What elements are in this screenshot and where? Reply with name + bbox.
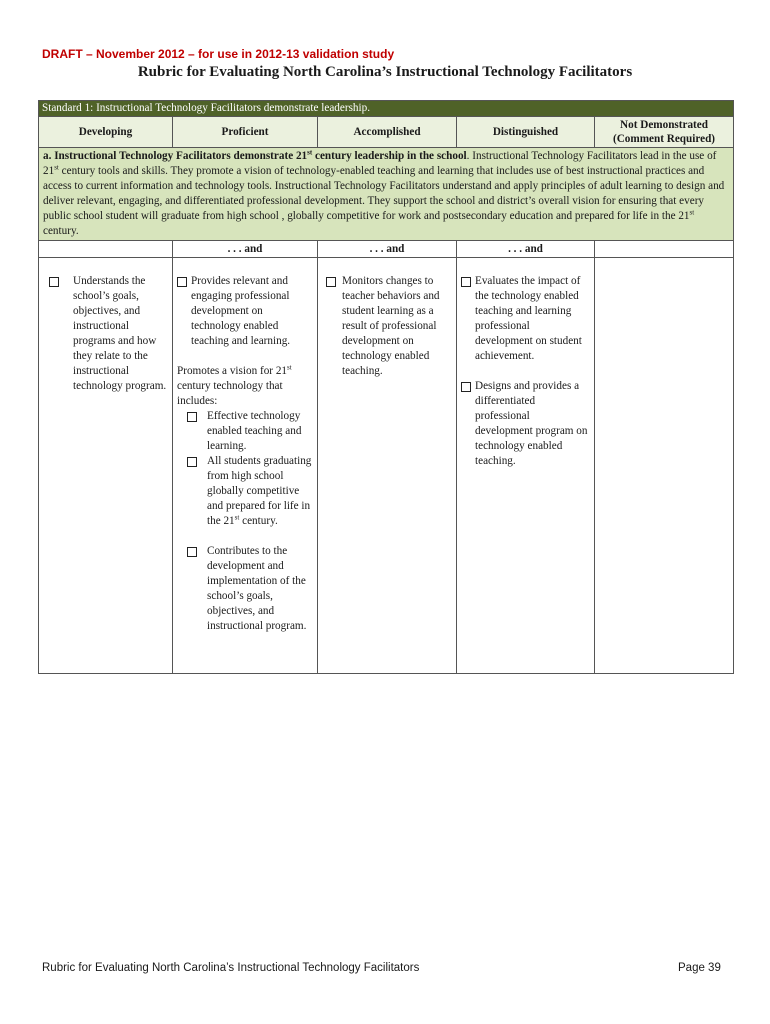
element-a-body-3: century.	[43, 225, 79, 237]
proficient-subitem-1-text: Effective technology enabled teaching and learning.	[207, 410, 302, 452]
checkbox-icon[interactable]	[187, 457, 197, 467]
proficient-subitem-2-sup: st	[234, 513, 240, 522]
and-cell-not-demonstrated	[595, 241, 734, 258]
distinguished-cell	[457, 258, 595, 674]
page-number: Page 39	[678, 962, 721, 974]
proficient-cell	[173, 258, 318, 674]
comment-required-label: (Comment Required)	[613, 133, 716, 145]
proficient-vision	[177, 364, 313, 409]
rubric-table	[38, 100, 734, 674]
proficient-subitem-2-text: All students graduating from high school globally competitive and prepared for life in the 21	[207, 455, 312, 527]
distinguished-item-2-text: Designs and provides a differentiated professional development program on technology enabled teaching.	[475, 380, 588, 467]
element-a-lead	[43, 150, 467, 162]
page-title: Rubric for Evaluating North Carolina’s Instructional Technology Facilitators	[137, 64, 633, 80]
proficient-subitem-3-text: Contributes to the development and implementation of the school’s goals, objectives, and instructional program.	[207, 545, 307, 632]
proficient-subitem-1	[183, 409, 313, 454]
column-header-distinguished: Distinguished	[457, 117, 595, 148]
column-header-developing: Developing	[39, 117, 173, 148]
developing-cell	[39, 258, 173, 674]
footer-title: Rubric for Evaluating North Carolina’s Instructional Technology Facilitators	[42, 962, 420, 974]
element-a-body-sup: st	[54, 163, 59, 172]
column-header-row	[39, 117, 734, 148]
element-a-body-2: century tools and skills. They promote a vision of technology-enabled teaching and learning that includes use of best instructional practices and access to current information and technology tools. Instructional Technology Facilitators understand and apply principles of adult learning to design and deliver relevant, engaging, and differentiated professional development. They support the school and district’s overall vision for ensuring that every public school student will graduate from high school , globally competitive for work and postsecondary education and prepared for life in the 21	[43, 165, 725, 222]
accomplished-item-1-text: Monitors changes to teacher behaviors and student learning as a result of professional development on technology enabled teaching.	[342, 275, 440, 377]
element-a-row	[39, 148, 734, 241]
element-a-description	[39, 148, 734, 241]
proficient-vision-text: Promotes a vision for 21	[177, 365, 288, 377]
standard-label: Standard 1: Instructional Technology Facilitators demonstrate leadership.	[39, 101, 734, 117]
element-a-body-sup-2: st	[689, 208, 695, 217]
proficient-vision-sup: st	[287, 363, 292, 372]
element-a-lead-text-2: century leadership in the school	[312, 150, 467, 162]
distinguished-item-1-text: Evaluates the impact of the technology enabled teaching and learning professional development on student achievement.	[475, 275, 582, 362]
proficient-vision-text-2: century technology that includes:	[177, 380, 283, 407]
and-cell-proficient: . . . and	[173, 241, 318, 258]
and-cell-developing	[39, 241, 173, 258]
not-demonstrated-label: Not Demonstrated	[620, 119, 708, 131]
element-a-lead-text: a. Instructional Technology Facilitators demonstrate 21	[43, 150, 308, 162]
accomplished-item-1	[322, 274, 452, 379]
checkbox-icon[interactable]	[461, 277, 471, 287]
column-header-not-demonstrated	[595, 117, 734, 148]
accomplished-cell	[318, 258, 457, 674]
checkbox-icon[interactable]	[187, 547, 197, 557]
developing-item-1-text: Understands the school’s goals, objectives, and instructional programs and how they relate to the instructional technology program.	[73, 275, 167, 392]
proficient-subitem-2	[183, 454, 313, 529]
checkbox-icon[interactable]	[326, 277, 336, 287]
draft-notice: DRAFT – November 2012 – for use in 2012-13 validation study	[42, 47, 395, 61]
and-cell-distinguished: . . . and	[457, 241, 595, 258]
checkbox-icon[interactable]	[187, 412, 197, 422]
proficient-subitem-3	[183, 544, 313, 634]
and-cell-accomplished: . . . and	[318, 241, 457, 258]
checkbox-icon[interactable]	[49, 277, 59, 287]
and-row	[39, 241, 734, 258]
element-a-body-1: . Instructional Technology Facilitators lead in the use of 21	[43, 150, 717, 177]
proficient-subitem-2-text-2: century.	[239, 515, 278, 527]
column-header-accomplished: Accomplished	[318, 117, 457, 148]
developing-item-1	[43, 274, 168, 394]
descriptor-row	[39, 258, 734, 674]
distinguished-item-1	[461, 274, 590, 364]
column-header-proficient: Proficient	[173, 117, 318, 148]
checkbox-icon[interactable]	[461, 382, 471, 392]
distinguished-item-2	[461, 379, 590, 469]
standard-row	[39, 101, 734, 117]
proficient-item-1	[177, 274, 313, 349]
not-demonstrated-cell[interactable]	[595, 258, 734, 674]
element-a-lead-sup: st	[307, 148, 313, 157]
proficient-item-1-text: Provides relevant and engaging professional development on technology enabled teaching and learning.	[191, 275, 291, 347]
checkbox-icon[interactable]	[177, 277, 187, 287]
